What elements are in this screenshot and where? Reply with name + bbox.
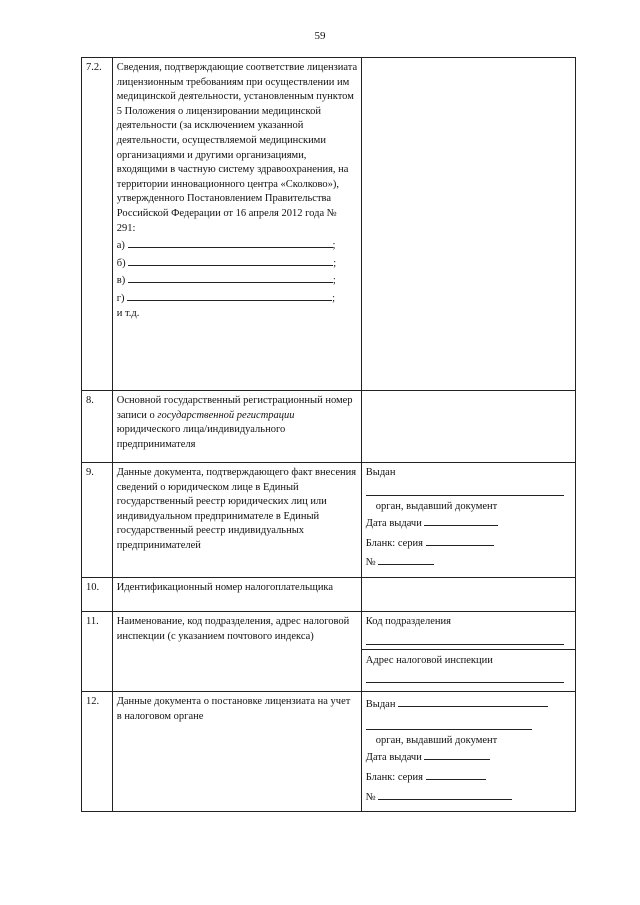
table-row-12 (82, 692, 576, 812)
page-number: 59 (314, 30, 326, 42)
row-number: 7.2. (82, 58, 113, 391)
address-label: Адрес налоговой инспекции (365, 654, 493, 666)
issuer-blank[interactable] (366, 481, 564, 496)
code-blank[interactable] (366, 630, 564, 645)
form-series-blank[interactable] (426, 534, 494, 546)
list-item-c: в) ; (117, 271, 358, 289)
row-description: Данные документа, подтверждающего факт внесения сведений о юридическом лице в Единый государственный реестр юридических лиц или индивидуальном предпринимателе в Единый государственный реестр индивидуальных предпринимателей (112, 463, 361, 578)
row-number: 11. (82, 611, 113, 691)
issued-blank[interactable] (398, 695, 548, 707)
document-number-blank[interactable] (378, 788, 512, 800)
document-fields (361, 463, 575, 578)
blank-line[interactable] (128, 271, 333, 283)
issuer-caption: орган, выдавший документ (375, 734, 498, 746)
table-row-7-2 (82, 58, 576, 391)
code-label: Код подразделения (365, 615, 451, 627)
list-item-b: б) ; (117, 254, 358, 272)
issue-date-blank[interactable] (424, 514, 498, 526)
table-row-9 (82, 463, 576, 578)
requirements-text: Сведения, подтверждающие соответствие лицензиата лицензионным требованиям при осуществлении им медицинской деятельности, установленным пунктом 5 Положения о лицензировании медицинской деятельности (за исключением указанной деятельности, осуществляемой медицинскими организациями и другими организациями, входящими в частную систему здравоохранения, на территории инновационного центра «Сколково»), утвержденного Постановлением Правительства Российской Федерации от 16 апреля 2012 года № 291: (116, 62, 358, 234)
answer-cell[interactable] (361, 58, 575, 391)
tax-office-fields (361, 611, 575, 691)
list-item-d: г) ; (117, 289, 358, 307)
form-series-blank[interactable] (426, 768, 486, 780)
registration-fields (361, 692, 575, 812)
issue-date-field: Дата выдачи (366, 514, 572, 532)
row-description: Идентификационный номер налогоплательщика (112, 577, 361, 611)
document-number-field: № (366, 553, 572, 571)
answer-cell[interactable] (361, 577, 575, 611)
row-number: 10. (82, 577, 113, 611)
row-description: Наименование, код подразделения, адрес налоговой инспекции (с указанием почтового индекса) (112, 611, 361, 691)
issue-date-blank[interactable] (424, 748, 490, 760)
row-description: Данные документа о постановке лицензиата на учет в налоговом органе (112, 692, 361, 812)
row-description (112, 58, 361, 391)
table-row-11 (82, 611, 576, 691)
table-row-10 (82, 577, 576, 611)
address-blank[interactable] (366, 668, 564, 683)
document-number-blank[interactable] (378, 553, 434, 565)
row-number: 12. (82, 692, 113, 812)
table-row-8 (82, 391, 576, 463)
etc-text: и т.д. (116, 307, 140, 319)
license-form-table (81, 57, 576, 812)
document-number-field: № (366, 788, 572, 806)
divider (362, 649, 575, 650)
blank-line[interactable] (128, 254, 333, 266)
issuer-blank[interactable] (366, 715, 532, 730)
blank-line[interactable] (128, 236, 333, 248)
issuer-caption: орган, выдавший документ (375, 500, 498, 512)
form-series-field: Бланк: серия (366, 534, 572, 552)
blank-line[interactable] (127, 289, 332, 301)
row-number: 8. (82, 391, 113, 463)
row-number: 9. (82, 463, 113, 578)
row-description: Основной государственный регистрационный номер записи о государственной регистрации юридического лица/индивидуального предпринимателя (112, 391, 361, 463)
form-series-field: Бланк: серия (366, 768, 572, 786)
list-item-a: а) ; (117, 236, 358, 254)
issue-date-field: Дата выдачи (366, 748, 572, 766)
issued-field: Выдан (366, 695, 572, 713)
answer-cell[interactable] (361, 391, 575, 463)
issued-label: Выдан (365, 467, 396, 478)
